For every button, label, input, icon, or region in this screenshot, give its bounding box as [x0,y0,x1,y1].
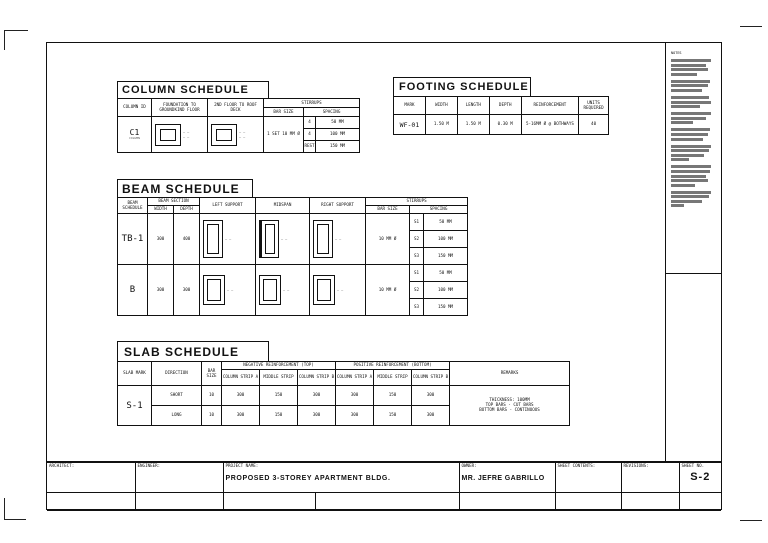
sheet-contents-label: SHEET CONTENTS: [555,463,621,493]
column-schedule [117,81,360,153]
beam-bar-size: 10 MM Ø [366,214,410,265]
slab-header-column-strip-b: COLUMN STRIP B [412,370,450,386]
slab-schedule-title: SLAB SCHEDULE [117,341,269,361]
beam-header-width: WIDTH [148,206,174,214]
column-mark-sub: COLUMN [129,136,140,141]
slab-header-bar-size: BAR SIZE [202,362,222,386]
beam-depth: 400 [174,214,200,265]
slab-bar-size: 10 [202,406,222,426]
slab-header-column-strip-a: COLUMN STRIP A [336,370,374,386]
project-name-cell [223,463,459,493]
slab-pos-middle-strip: 150 [374,386,412,406]
column-second-floor-section: — — — — [208,117,264,153]
beam-midspan-section: — — [256,214,310,265]
beam-stirrup-id: S1 [410,214,424,231]
slab-neg-column-strip-b: 300 [298,386,336,406]
beam-left-support-section: — — [200,214,256,265]
slab-pos-column-strip-a: 300 [336,386,374,406]
project-name: PROPOSED 3-STOREY APARTMENT BLDG. [225,474,391,482]
col-header-spacing: SPACING [304,108,360,117]
beam-stirrup-spacing: 100 MM [424,231,468,248]
footing-header-reinforcement: REINFORCEMENT [521,97,578,115]
footing-length: 1.50 M [457,115,489,135]
slab-neg-column-strip-a: 300 [222,386,260,406]
sheet-no-cell [679,463,721,493]
footing-reinforcement: 5-16MM Ø @ BOTHWAYS [521,115,578,135]
footing-units: 40 [579,115,609,135]
beam-stirrup-id: S3 [410,299,424,316]
beam-width: 300 [148,265,174,316]
footing-header-length: LENGTH [457,97,489,115]
slab-header-remarks: REMARKS [450,362,570,386]
crop-mark-bottom-left [4,498,26,520]
column-foundation-section: — — — — [152,117,208,153]
beam-midspan-section: — — [256,265,310,316]
footing-header-units: UNITS REQUIRED [579,97,609,115]
slab-neg-column-strip-b: 300 [298,406,336,426]
beam-header-schedule: BEAM SCHEDULE [118,198,148,214]
beam-header-section: BEAM SECTION [148,198,200,206]
column-stirrup-qty: 4 [304,117,316,129]
beam-stirrup-id: S2 [410,282,424,299]
slab-schedule [117,341,570,426]
title-block [47,461,721,509]
beam-depth: 300 [174,265,200,316]
column-bar-size: 1 SET 10 MM Ø [264,117,304,153]
col-header-column-id: COLUMN ID [118,99,152,117]
footing-schedule [393,77,609,135]
owner-name: MR. JEFRE GABRILLO [461,474,545,482]
slab-header-negative: NEGATIVE REINFORCEMENT (TOP) [222,362,336,370]
crop-mark-top-left [4,30,28,50]
beam-stirrup-id: S2 [410,231,424,248]
slab-neg-column-strip-a: 300 [222,406,260,426]
sheet-no: S-2 [690,470,711,483]
slab-header-column-strip-a: COLUMN STRIP A [222,370,260,386]
beam-header-left-support: LEFT SUPPORT [200,198,256,214]
slab-header-column-strip-b: COLUMN STRIP B [298,370,336,386]
slab-mark: S-1 [118,386,152,426]
beam-header-stirrups: STIRRUPS [366,198,468,206]
beam-schedule [117,179,468,316]
slab-remarks [450,386,570,426]
engineer-label: ENGINEER: [135,463,223,493]
column-mark: C1 [129,128,140,138]
column-mark-cell [118,117,152,153]
footing-header-depth: DEPTH [489,97,521,115]
footing-mark: WF-01 [394,115,426,135]
beam-schedule-title: BEAM SCHEDULE [117,179,253,197]
slab-pos-column-strip-b: 300 [412,406,450,426]
column-stirrup-spacing: 50 MM [316,117,360,129]
slab-neg-middle-strip: 150 [260,406,298,426]
beam-bar-size: 10 MM Ø [366,265,410,316]
column-stirrup-qty: 4 [304,129,316,141]
beam-stirrup-spacing: 50 MM [424,265,468,282]
beam-stirrup-id: S1 [410,265,424,282]
beam-stirrup-spacing: 100 MM [424,282,468,299]
column-stirrup-spacing: 100 MM [316,129,360,141]
footing-header-width: WIDTH [425,97,457,115]
owner-label: OWNER: [461,463,477,468]
drawing-sheet [46,42,722,510]
slab-pos-middle-strip: 150 [374,406,412,426]
beam-header-depth: DEPTH [174,206,200,214]
col-header-stirrups: STIRRUPS [264,99,360,108]
beam-header-midspan: MIDSPAN [256,198,310,214]
slab-direction: LONG [152,406,202,426]
column-schedule-title: COLUMN SCHEDULE [117,81,269,98]
column-stirrup-qty: REST [304,141,316,153]
col-header-bar-size: BAR SIZE [264,108,304,117]
beam-right-support-section: — — [310,214,366,265]
footing-schedule-title: FOOTING SCHEDULE [393,77,531,96]
beam-width: 300 [148,214,174,265]
beam-left-support-section: — — [200,265,256,316]
crop-mark-top-right [740,26,762,27]
footing-width: 1.50 M [425,115,457,135]
slab-pos-column-strip-b: 300 [412,386,450,406]
beam-header-right-support: RIGHT SUPPORT [310,198,366,214]
col-header-second-floor: 2ND FLOOR TO ROOF DECK [208,99,264,117]
slab-remark-line: TOP BARS - CUT BARS [485,402,534,408]
notes-panel [665,43,721,461]
sheet-no-label: SHEET NO. [681,463,705,468]
slab-header-positive: POSITIVE REINFORCEMENT (BOTTOM) [336,362,450,370]
slab-neg-middle-strip: 150 [260,386,298,406]
slab-header-middle-strip: MIDDLE STRIP [260,370,298,386]
slab-remark-line: THICKNESS: 100MM [489,397,530,403]
slab-remark-line: BOTTOM BARS - CONTINUOUS [479,406,540,412]
beam-stirrup-id: S3 [410,248,424,265]
owner-cell [459,463,555,493]
slab-header-direction: DIRECTION [152,362,202,386]
beam-stirrup-spacing: 150 MM [424,299,468,316]
beam-mark: B [118,265,148,316]
footing-header-mark: MARK [394,97,426,115]
beam-header-bar-size: BAR SIZE [366,206,410,214]
slab-header-middle-strip: MIDDLE STRIP [374,370,412,386]
beam-right-support-section: — — [310,265,366,316]
project-name-label: PROJECT NAME: [225,463,259,468]
beam-header-spacing: SPACING [410,206,468,214]
architect-label: ARCHITECT: [47,463,135,493]
footing-depth: 0.30 M [489,115,521,135]
beam-mark: TB-1 [118,214,148,265]
crop-mark-bottom-right [740,520,762,521]
column-stirrup-spacing: 150 MM [316,141,360,153]
slab-direction: SHORT [152,386,202,406]
notes-title: NOTES [671,51,682,55]
beam-stirrup-spacing: 50 MM [424,214,468,231]
col-header-foundation: FOUNDATION TO GROUNDKIND FLOOR [152,99,208,117]
revisions-label: REVISIONS: [621,463,679,493]
slab-bar-size: 10 [202,386,222,406]
slab-pos-column-strip-a: 300 [336,406,374,426]
slab-header-mark: SLAB MARK [118,362,152,386]
beam-stirrup-spacing: 150 MM [424,248,468,265]
